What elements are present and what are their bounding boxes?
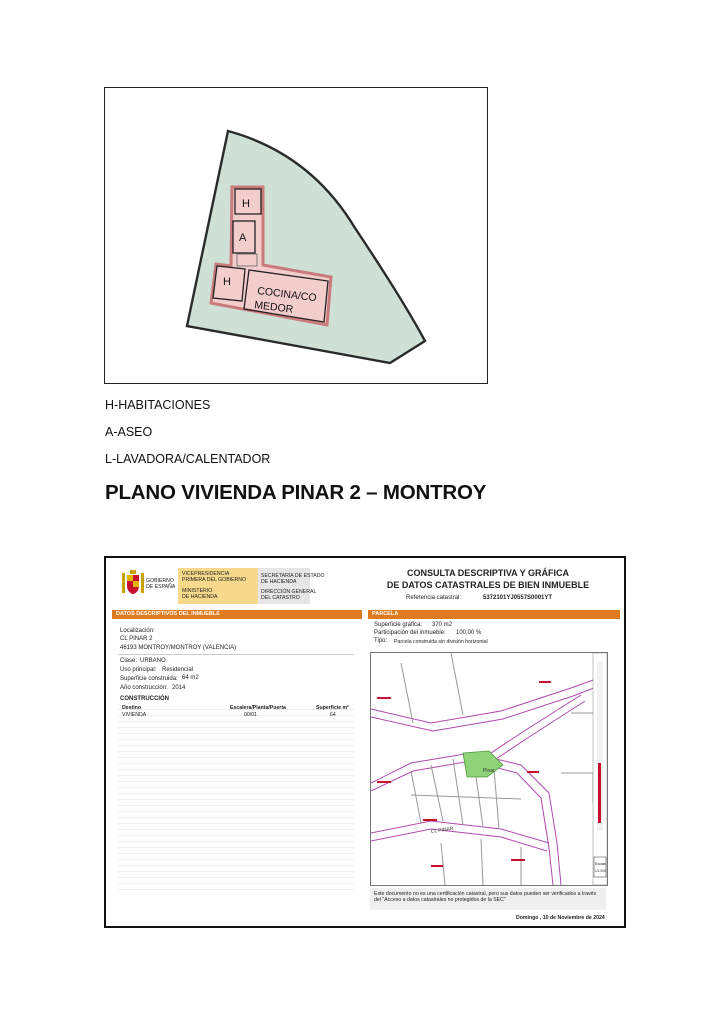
- cadastre-heading-2: DE DATOS CATASTRALES DE BIEN INMUEBLE: [386, 580, 590, 590]
- ministry-line1: MINISTERIO: [182, 588, 213, 594]
- divider-1: [118, 654, 354, 655]
- parcel-outline: [187, 131, 425, 363]
- floor-plan-frame: [104, 87, 488, 384]
- tipo-label: Tipo:: [374, 638, 388, 644]
- room-a-label: A: [239, 232, 247, 244]
- construccion-heading: CONSTRUCCIÓN: [120, 696, 169, 702]
- left-section-bar: DATOS DESCRIPTIVOS DEL INMUEBLE: [112, 610, 362, 619]
- parcel-sup-value: 370 m2: [432, 622, 453, 628]
- ministry-line2: DE HACIENDA: [182, 594, 218, 600]
- sec-line2: DE HACIENDA: [261, 579, 297, 585]
- sec-line1: SECRETARÍA DE ESTADO: [261, 573, 325, 579]
- uso-value: Residencial: [162, 667, 194, 673]
- map-label-pinar: Pinar: [483, 768, 495, 774]
- table-cell-planta: 00/01: [244, 712, 257, 718]
- cadastre-document: [104, 556, 626, 928]
- loc-line2: 46193 MONTROY/MONTROY (VALENCIA): [120, 645, 237, 651]
- legend-habitaciones: H-HABITACIONES: [105, 398, 211, 412]
- kitchen-label-line2: MEDOR: [253, 299, 294, 316]
- part-value: 100,00 %: [456, 630, 482, 636]
- loc-label: Localización:: [120, 628, 155, 634]
- anio-value: 2014: [172, 685, 186, 691]
- floor-plan-drawing: [105, 88, 487, 383]
- table-cell-destino: VIVIENDA: [122, 712, 147, 718]
- legend-aseo: A-ASEO: [105, 425, 153, 439]
- scale-value: 1/1.000: [595, 869, 606, 873]
- cadastre-heading-1: CONSULTA DESCRIPTIVA Y GRÁFICA: [406, 568, 569, 578]
- parcel-sup-label: Superficie gráfica:: [374, 622, 423, 628]
- disclaimer-text: Este documento no es una certificación catastral, pero sus datos pueden ser verificados a través del "Acceso a datos catastrales no protegidos de la SEC": [374, 891, 597, 903]
- sup-value: 64 m2: [182, 675, 199, 681]
- part-label: Participación del inmueble:: [374, 630, 446, 636]
- coat-of-arms: [122, 570, 144, 596]
- anio-label: Año construcción:: [120, 685, 168, 691]
- ref-value: 5372101YJ0557S0001YT: [483, 595, 553, 601]
- map-label-street: CL PINAR: [430, 825, 454, 835]
- loc-line1: CL PINAR 2: [120, 636, 153, 642]
- clase-label: Clase:: [120, 658, 138, 664]
- room-h-bottom-label: H: [223, 276, 231, 288]
- room-h-top-label: H: [242, 198, 250, 210]
- right-section-bar: PARCELA: [368, 610, 620, 619]
- disclaimer-box: [370, 888, 606, 910]
- legend-lavadora: L-LAVADORA/CALENTADOR: [105, 452, 271, 466]
- cadastral-map: [370, 652, 608, 886]
- table-header-destino: Destino: [122, 705, 142, 711]
- table-header-planta: Escalera/Planta/Puerta: [230, 705, 286, 711]
- ref-label: Referencia catastral:: [406, 595, 462, 601]
- construction-table: [118, 704, 354, 894]
- clase-value: URBANO: [140, 658, 166, 664]
- table-cell-superficie: 64: [330, 712, 336, 718]
- page-title: PLANO VIVIENDA PINAR 2 – MONTROY: [105, 481, 487, 504]
- dir-line2: DEL CATASTRO: [261, 595, 300, 601]
- uso-label: Uso principal:: [120, 667, 157, 673]
- table-header-superficie: Superficie m²: [316, 705, 349, 711]
- document-date: Domingo , 10 de Noviembre de 2024: [516, 915, 605, 921]
- gov-entity2: DE ESPAÑA: [146, 584, 176, 590]
- kitchen-label-line1: COCINA/CO: [256, 285, 318, 305]
- vice-line2: PRIMERA DEL GOBIERNO: [182, 577, 247, 583]
- vice-line1: VICEPRESIDENCIA: [182, 571, 230, 577]
- gov-entity1: GOBIERNO: [146, 578, 174, 584]
- scale-label: Escala: [595, 862, 606, 866]
- tipo-value: Parcela construida sin división horizontal: [394, 639, 488, 645]
- sup-label: Superficie construida:: [120, 676, 178, 682]
- dir-line1: DIRECCIÓN GENERAL: [261, 589, 317, 595]
